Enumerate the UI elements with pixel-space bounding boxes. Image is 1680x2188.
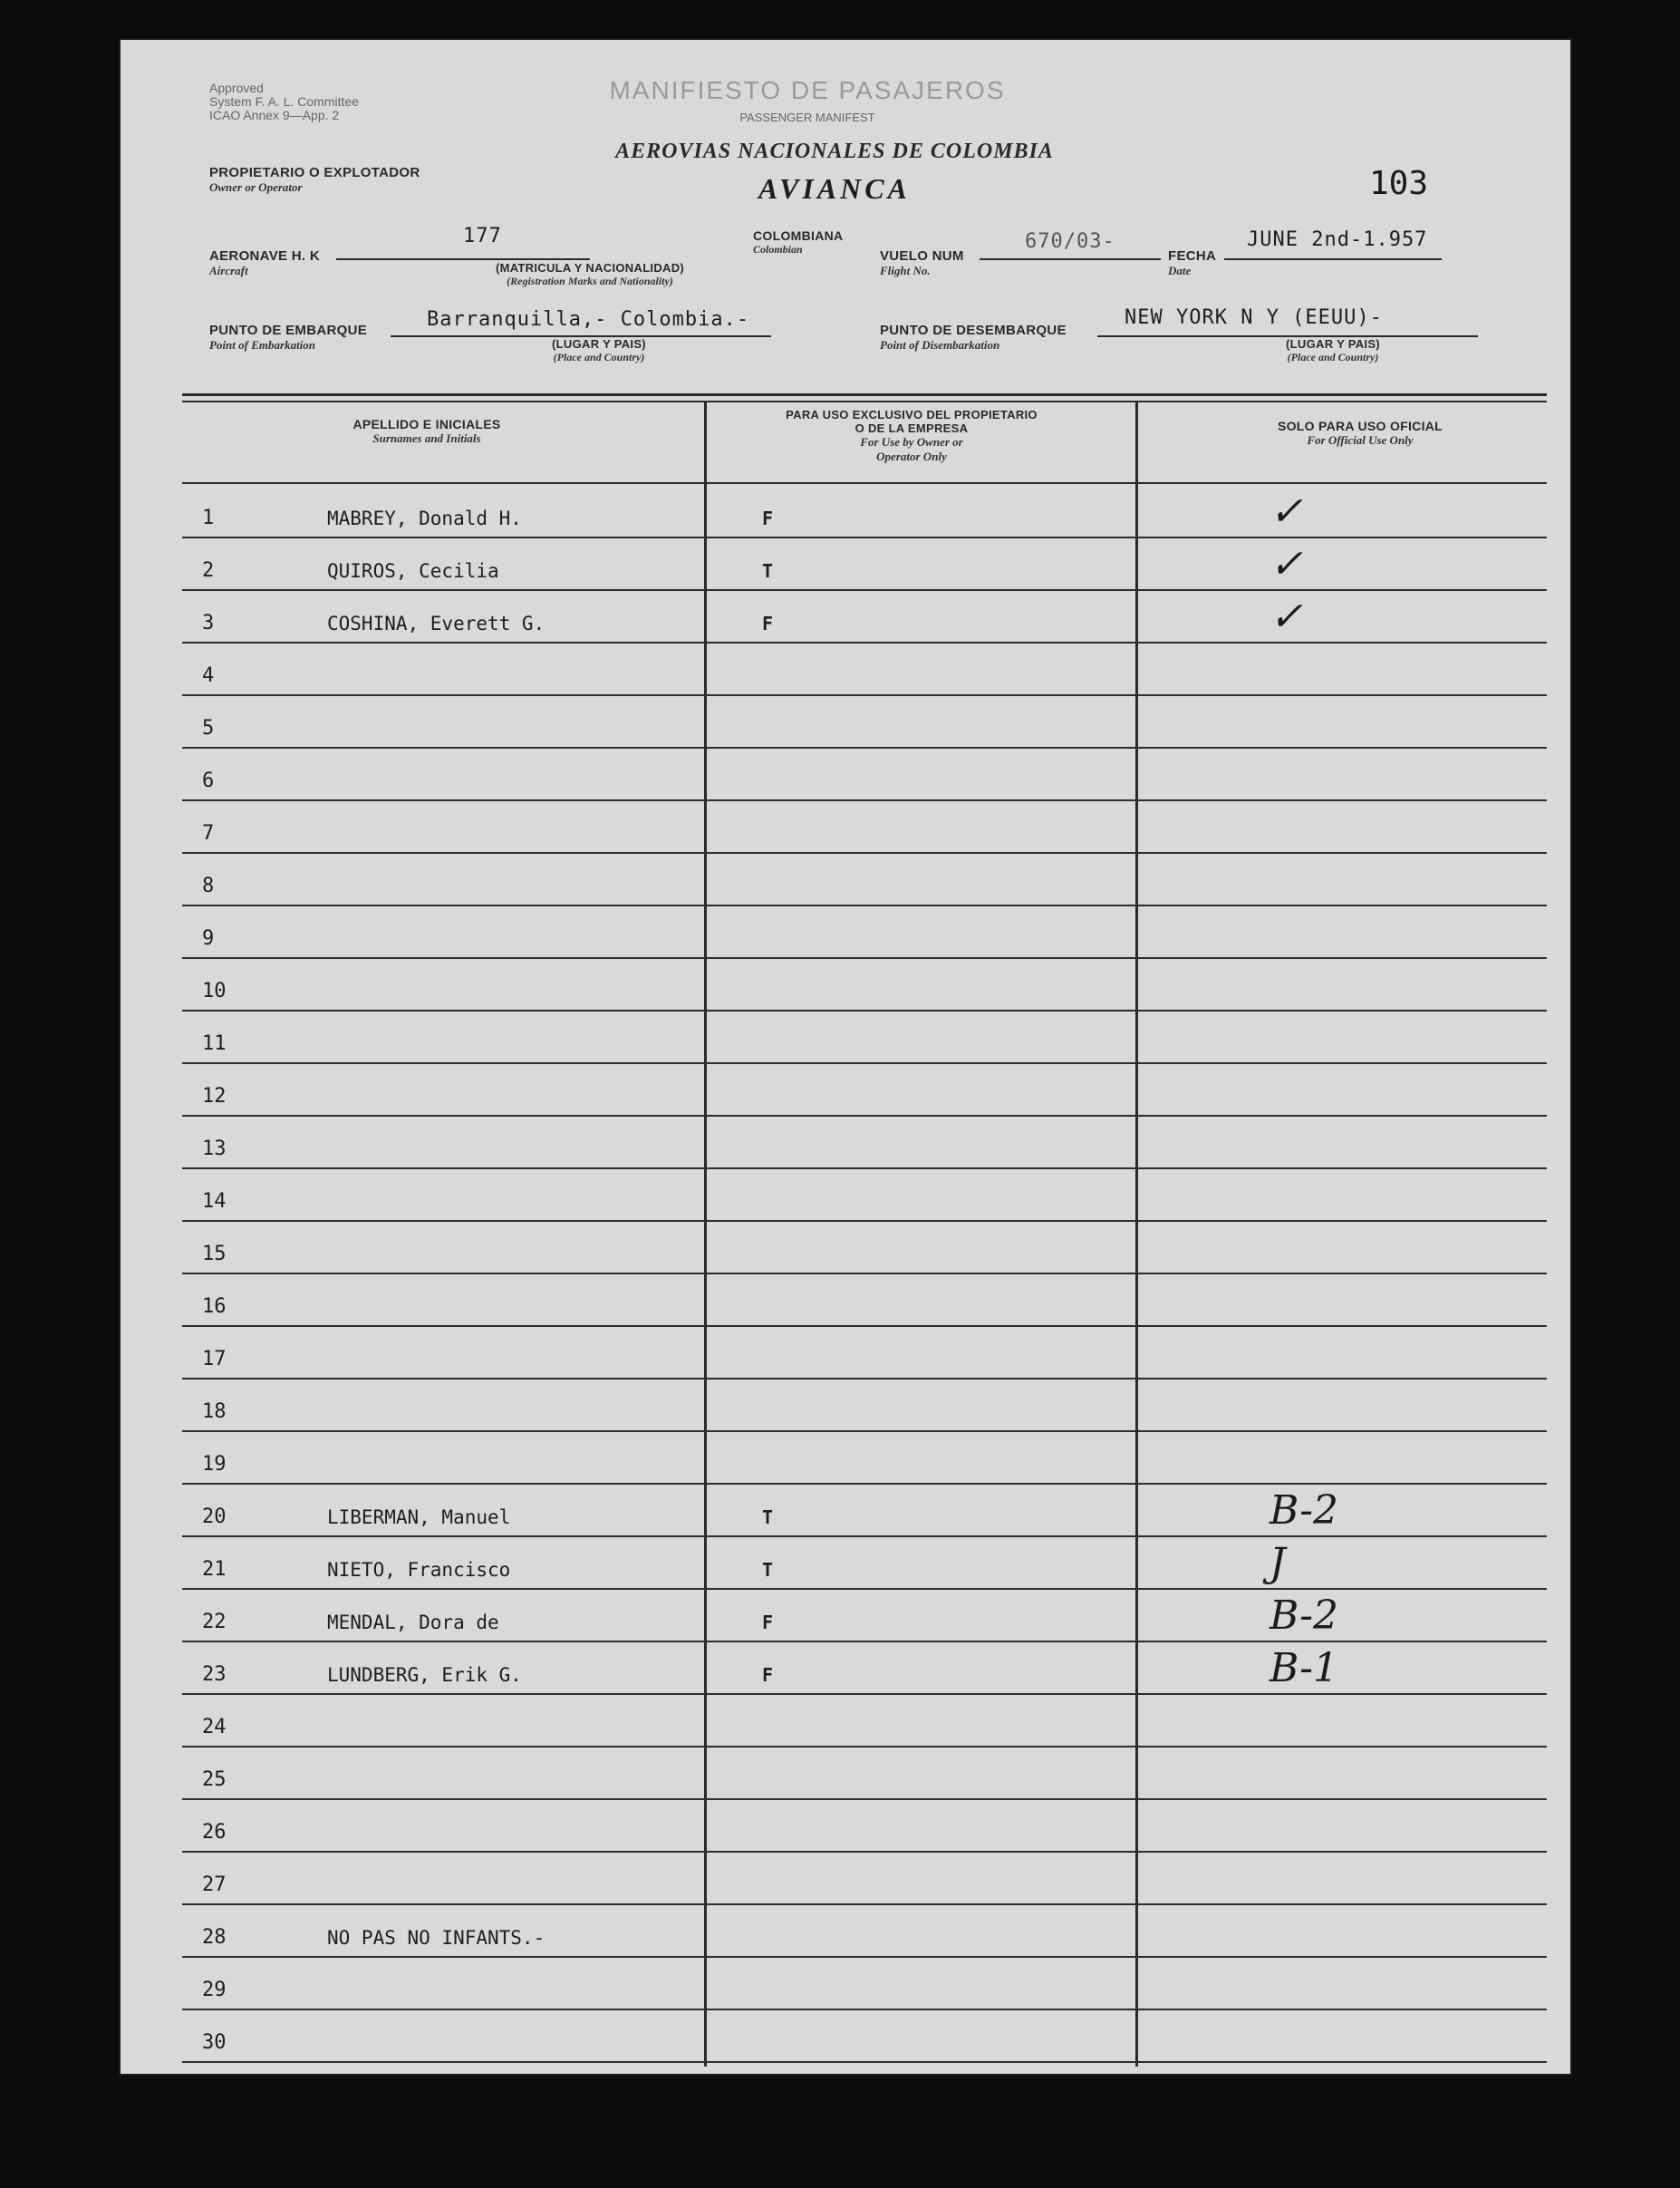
row-number: 11 [202,1032,227,1055]
disembarkation-sub-en: (Place and Country) [1287,351,1379,363]
row-number: 19 [202,1453,227,1476]
nationality-label-es: COLOMBIANA [753,228,844,243]
official-mark: J [1270,1540,1286,1586]
table-row [182,1641,1547,1695]
row-number: 25 [202,1768,227,1791]
row-number: 4 [202,664,215,687]
row-number: 7 [202,822,215,845]
date-label-es: FECHA [1168,248,1217,264]
table-row [182,905,1547,959]
passenger-name: NIETO, Francisco [327,1559,511,1581]
title-en: PASSENGER MANIFEST [739,111,875,124]
table-row [182,1903,1547,1958]
disembarkation-sublabel [1233,337,1433,364]
passenger-name: COSHINA, Everett G. [327,613,546,634]
date-label [1168,248,1216,278]
operator-code: T [762,1506,774,1528]
row-number: 28 [202,1926,227,1949]
row-number: 14 [202,1190,227,1213]
table-row [182,1430,1547,1485]
table-row [182,1273,1547,1327]
owner-field [209,165,420,195]
table-row [182,1588,1547,1642]
col-header-names [191,417,662,446]
operator-code: F [762,1664,774,1686]
approval-note [209,82,359,122]
aircraft-label-en: Aircraft [209,264,248,277]
row-number: 6 [202,770,215,792]
table-row [182,1062,1547,1117]
official-mark: ✓ [1270,541,1303,587]
table-row [182,2009,1547,2063]
official-mark: B-2 [1270,1593,1339,1639]
row-number: 22 [202,1611,227,1633]
disembarkation-label-en: Point of Disembarkation [880,338,1000,352]
table-row [182,1798,1547,1853]
airline-brand: AVIANCA [758,172,911,205]
row-number: 29 [202,1979,227,2001]
row-number: 10 [202,980,227,1002]
table-row [182,1693,1547,1747]
row-number: 13 [202,1138,227,1160]
manifest-sheet [119,38,1572,2076]
table-row [182,1010,1547,1064]
row-number: 17 [202,1348,227,1370]
row-number: 9 [202,927,215,950]
col-owner-es2: O DE LA EMPRESA [854,421,969,435]
aircraft-label-es: AERONAVE H. K [209,248,320,264]
embarkation-sub-en: (Place and Country) [553,351,645,363]
disembarkation-label-es: PUNTO DE DESEMBARQUE [880,323,1067,338]
row-number: 30 [202,2031,227,2054]
col-official-es: SOLO PARA USO OFICIAL [1277,419,1443,433]
table-row [182,957,1547,1012]
official-mark: B-1 [1270,1645,1339,1691]
table-row [182,484,1547,538]
aircraft-value: 177 [463,225,502,247]
disembarkation-value: NEW YORK N Y (EEUU)- [1125,306,1383,329]
col-owner-en2: Operator Only [876,450,947,463]
embarkation-sub-es: (LUGAR Y PAIS) [552,337,646,351]
operator-code: F [762,613,774,634]
passenger-name: QUIROS, Cecilia [327,560,499,582]
table-row [182,1535,1547,1590]
col-names-es: APELLIDO E INICIALES [352,417,501,431]
official-mark: ✓ [1270,594,1303,640]
col-owner-es1: PARA USO EXCLUSIVO DEL PROPIETARIO [786,408,1038,421]
table-row [182,852,1547,906]
disembarkation-label [880,323,1067,353]
embarkation-label [209,323,367,353]
title-es: MANIFIESTO DE PASAJEROS [609,76,1006,104]
table-row [182,1746,1547,1800]
approval-line-2: System F. A. L. Committee [209,94,359,109]
passenger-name: NO PAS NO INFANTS.- [327,1927,546,1949]
owner-label-es: PROPIETARIO O EXPLOTADOR [209,165,420,180]
col-owner-en1: For Use by Owner or [860,435,963,449]
aircraft-label [209,248,320,278]
row-number: 15 [202,1243,227,1265]
nationality-label [753,228,843,257]
embarkation-label-es: PUNTO DE EMBARQUE [209,323,368,338]
flight-label-es: VUELO NUM [880,248,964,264]
passenger-name: MABREY, Donald H. [327,508,522,529]
flight-label [880,248,964,278]
date-value: JUNE 2nd-1.957 [1247,228,1428,251]
aircraft-sub-es: (MATRICULA Y NACIONALIDAD) [495,261,685,275]
table-row [182,799,1547,854]
table-row [182,747,1547,801]
col-header-official [1170,419,1550,448]
operator-code: F [762,1612,774,1633]
table-row [182,1851,1547,1905]
table-row [182,642,1547,696]
row-number: 18 [202,1400,227,1423]
operator-code: T [762,1559,774,1581]
table-row [182,1115,1547,1169]
owner-label-en: Owner or Operator [209,180,303,194]
table-row [182,694,1547,749]
row-number: 23 [202,1663,227,1686]
row-number: 21 [202,1558,227,1581]
approval-line-1: Approved [209,81,264,95]
row-number: 3 [202,612,215,634]
passenger-name: LIBERMAN, Manuel [327,1506,511,1528]
table-row [182,1483,1547,1537]
row-number: 5 [202,717,215,740]
table-row [182,1167,1547,1222]
official-mark: B-2 [1270,1487,1339,1534]
table-row [182,589,1547,644]
row-number: 8 [202,875,215,897]
operator-code: F [762,508,774,529]
disembarkation-sub-es: (LUGAR Y PAIS) [1286,337,1380,351]
flight-label-en: Flight No. [880,264,931,277]
row-number: 24 [202,1716,227,1738]
page-number: 103 [1369,165,1429,202]
col-header-owner [708,408,1115,464]
row-number: 16 [202,1295,227,1318]
embarkation-value: Barranquilla,- Colombia.- [427,308,750,331]
row-number: 26 [202,1821,227,1844]
table-row [182,1378,1547,1432]
passenger-name: MENDAL, Dora de [327,1612,499,1633]
aircraft-sublabel [445,261,735,288]
approval-line-3: ICAO Annex 9—App. 2 [209,108,340,122]
airline-name: AEROVIAS NACIONALES DE COLOMBIA [615,140,1054,163]
row-number: 27 [202,1873,227,1896]
col-names-en: Surnames and Initials [372,431,481,445]
aircraft-sub-en: (Registration Marks and Nationality) [507,275,673,287]
table-row [182,1956,1547,2010]
row-number: 2 [202,559,215,582]
nationality-label-en: Colombian [753,243,803,256]
table-row [182,1220,1547,1274]
passenger-name: LUNDBERG, Erik G. [327,1664,522,1686]
flight-value: 670/03- [1025,230,1115,253]
official-mark: ✓ [1270,489,1303,535]
row-number: 20 [202,1505,227,1528]
col-official-en: For Official Use Only [1307,433,1414,447]
row-number: 12 [202,1085,227,1108]
row-number: 1 [202,507,215,529]
operator-code: T [762,560,774,582]
embarkation-label-en: Point of Embarkation [209,338,316,352]
table-row [182,1325,1547,1380]
date-label-en: Date [1168,264,1192,277]
embarkation-sublabel [499,337,699,364]
table-row [182,537,1547,591]
